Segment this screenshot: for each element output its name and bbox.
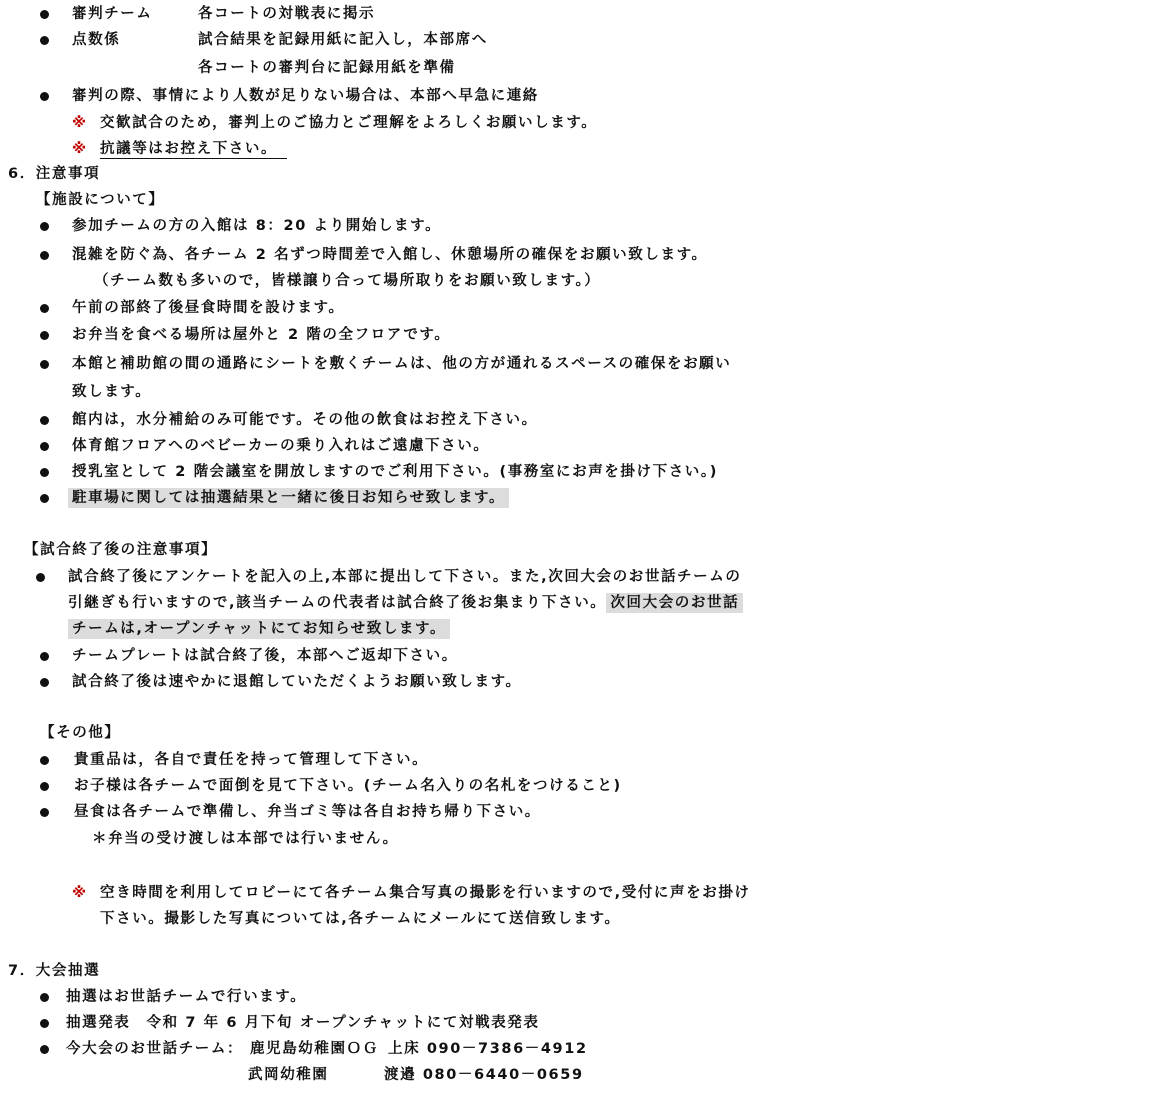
after-match-line-2a: 引継ぎも行いますので,該当チームの代表者は試合終了後お集まり下さい。 — [68, 595, 607, 611]
after-match-title: 【試合終了後の注意事項】 — [24, 542, 218, 558]
bullet — [40, 652, 49, 661]
referee-team-desc: 各コートの対戦表に掲示 — [198, 6, 376, 22]
bullet — [40, 331, 49, 340]
facility-item: 午前の部終了後昼食時間を設けます。 — [72, 300, 345, 316]
photo-note-2: 下さい。撮影した写真については,各チームにメールにて送信致します。 — [100, 911, 621, 927]
bullet — [40, 808, 49, 817]
referee-team-label: 審判チーム — [72, 6, 153, 22]
other-item: 昼食は各チームで準備し、弁当ゴミ等は各自お持ち帰り下さい。 — [74, 804, 541, 820]
other-item: 貴重品は，各自で責任を持って管理して下さい。 — [74, 752, 429, 768]
facility-title: 【施設について】 — [36, 192, 165, 208]
bullet — [40, 251, 49, 260]
host-team-2-name: 武岡幼稚園 — [248, 1067, 329, 1083]
bullet — [40, 756, 49, 765]
lottery-item: 抽選発表 令和 7 年 6 月下旬 オープンチャットにて対戦表発表 — [66, 1015, 540, 1031]
after-match-line-3 — [72, 619, 450, 639]
referee-note-1: 交歓試合のため，審判上のご協力とご理解をよろしくお願いします。 — [100, 115, 598, 131]
note-mark: ※ — [72, 885, 88, 901]
facility-item: 本館と補助館の間の通路にシートを敷くチームは、他の方が通れるスペースの確保をお願い — [72, 356, 732, 372]
highlight: チームは,オープンチャットにてお知らせ致します。 — [68, 619, 450, 639]
after-match-item: チームプレートは試合終了後，本部へご返却下さい。 — [72, 648, 458, 664]
facility-item: 授乳室として 2 階会議室を開放しますのでご利用下さい。(事務室にお声を掛け下さい。) — [72, 464, 718, 480]
other-item: お子様は各チームで面倒を見て下さい。(チーム名入りの名札をつけること) — [74, 778, 622, 794]
section-6-heading: 6．注意事項 — [8, 166, 101, 182]
bullet — [40, 36, 49, 45]
bullet — [40, 993, 49, 1002]
note-mark: ※ — [72, 141, 88, 157]
score-desc-2: 各コートの審判台に記録用紙を準備 — [198, 60, 456, 76]
bullet — [40, 360, 49, 369]
facility-item: 参加チームの方の入館は 8：20 より開始します。 — [72, 218, 442, 234]
photo-note-1: 空き時間を利用してロビーにて各チーム集合写真の撮影を行いますので,受付に声をお掛け — [100, 885, 751, 901]
other-title: 【その他】 — [40, 725, 121, 741]
highlight: 次回大会のお世話 — [606, 593, 743, 613]
bullet — [40, 92, 49, 101]
score-desc-1: 試合結果を記録用紙に記入し，本部席へ — [198, 32, 488, 48]
bullet — [40, 1045, 49, 1054]
bullet — [36, 573, 45, 582]
after-match-line-1: 試合終了後にアンケートを記入の上,本部に提出して下さい。また,次回大会のお世話チームの — [68, 569, 742, 585]
host-team-1-name: 鹿児島幼稚園ＯＧ — [250, 1041, 379, 1057]
bullet — [40, 10, 49, 19]
note-mark: ※ — [72, 115, 88, 131]
bullet — [40, 222, 49, 231]
facility-item-note: （チーム数も多いので，皆様譲り合って場所取りをお願い致します。） — [94, 273, 601, 289]
bullet — [40, 416, 49, 425]
lottery-item: 抽選はお世話チームで行います。 — [66, 989, 307, 1005]
facility-item: お弁当を食べる場所は屋外と 2 階の全フロアです。 — [72, 327, 451, 343]
facility-item-highlighted — [72, 488, 509, 508]
after-match-item: 試合終了後は速やかに退館していただくようお願い致します。 — [72, 674, 522, 690]
underlined-text: 抗議等はお控え下さい。 — [100, 141, 287, 159]
host-team-1-contact: 上床 090－7386－4912 — [388, 1041, 588, 1057]
bullet — [40, 494, 49, 503]
section-7-heading: 7．大会抽選 — [8, 963, 101, 979]
host-team-label: 今大会のお世話チーム： — [66, 1041, 244, 1057]
bullet — [40, 782, 49, 791]
host-team-2-contact: 渡邉 080－6440－0659 — [384, 1067, 584, 1083]
other-item-note: ＊弁当の受け渡しは本部では行いません。 — [92, 831, 399, 847]
facility-item: 体育館フロアへのベビーカーの乗り入れはご遠慮下さい。 — [72, 438, 490, 454]
facility-item: 館内は，水分補給のみ可能です。その他の飲食はお控え下さい。 — [72, 412, 538, 428]
bullet — [40, 1019, 49, 1028]
highlight: 駐車場に関しては抽選結果と一緒に後日お知らせ致します。 — [68, 488, 509, 508]
bullet — [40, 304, 49, 313]
after-match-line-2 — [68, 593, 743, 613]
facility-item-cont: 致します。 — [72, 384, 152, 400]
referee-note-2 — [100, 139, 287, 159]
referee-shortage: 審判の際、事情により人数が足りない場合は、本部へ早急に連絡 — [72, 88, 539, 104]
bullet — [40, 442, 49, 451]
bullet — [40, 678, 49, 687]
score-label: 点数係 — [72, 32, 121, 48]
facility-item: 混雑を防ぐ為、各チーム 2 名ずつ時間差で入館し、休憩場所の確保をお願い致します。 — [72, 247, 708, 263]
bullet — [40, 468, 49, 477]
